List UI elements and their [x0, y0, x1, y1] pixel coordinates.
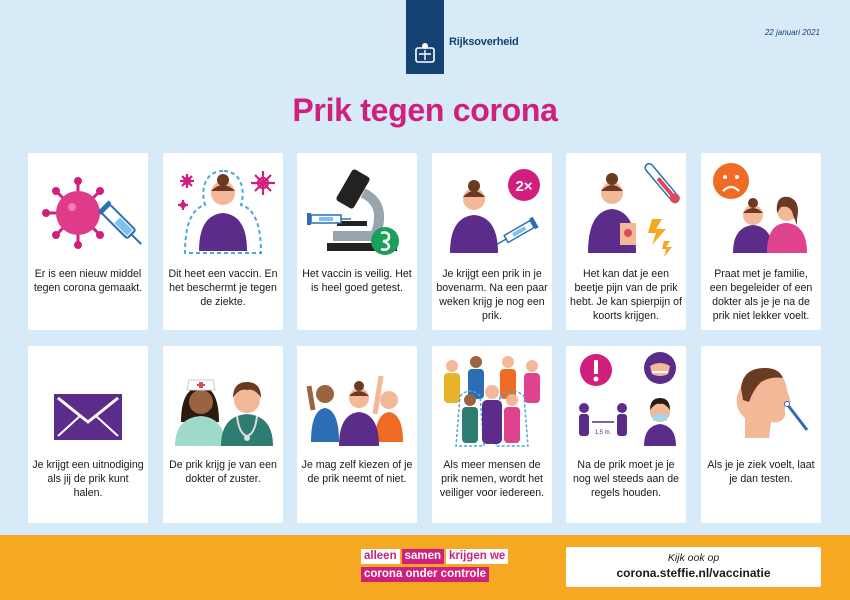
- choice-people-icon: [297, 346, 417, 456]
- invitation-envelope-icon: [28, 346, 148, 456]
- two-times-label: 2×: [515, 178, 533, 195]
- info-card: [432, 153, 552, 330]
- website-box[interactable]: [566, 547, 821, 587]
- card-text: Je krijgt een prik in je bovenarm. Na een paar weken krijg je nog een prik.: [436, 268, 548, 322]
- talk-family-icon: [701, 153, 821, 263]
- campaign-slogan: [361, 549, 508, 585]
- distance-label: 1,5 m.: [594, 430, 612, 436]
- virus-syringe-icon: [28, 153, 148, 263]
- card-text: Het kan dat je een beetje pijn van de prik hebt. Je kan spierpijn of koorts krijgen.: [570, 268, 682, 322]
- card-text: Als meer mensen de prik nemen, wordt het veiliger voor iedereen.: [439, 459, 545, 499]
- info-card: [566, 346, 686, 523]
- info-card: [163, 346, 283, 523]
- card-text: Je krijgt een uitnodiging als jij de prik kunt halen.: [32, 459, 144, 499]
- info-card: [701, 346, 821, 523]
- info-card: [566, 153, 686, 330]
- card-text: Het vaccin is veilig. Het is heel goed getest.: [302, 268, 412, 294]
- info-card: [297, 153, 417, 330]
- rijksoverheid-logo: [406, 0, 444, 74]
- slogan-line: corona onder controle: [361, 567, 489, 582]
- crowd-protected-icon: [432, 346, 552, 456]
- card-text: De prik krijg je van een dokter of zuster.: [169, 459, 277, 485]
- info-card: [28, 153, 148, 330]
- logo-text: Rijksoverheid: [449, 36, 519, 48]
- slogan-word: alleen: [361, 549, 400, 564]
- card-text: Dit heet een vaccin. En het beschermt je tegen de ziekte.: [168, 268, 278, 308]
- card-text: Als je je ziek voelt, laat je dan testen.: [707, 459, 815, 485]
- protected-person-icon: [163, 153, 283, 263]
- info-card: [297, 346, 417, 523]
- two-doses-icon: [432, 153, 552, 263]
- card-text: Je mag zelf kiezen of je de prik neemt of niet.: [301, 459, 413, 485]
- rules-icon: [566, 346, 686, 456]
- doctor-nurse-icon: [163, 346, 283, 456]
- card-text: Praat met je familie, een begeleider of een dokter als je je na de prik niet lekker voelt.: [709, 268, 813, 322]
- info-card: [701, 153, 821, 330]
- card-text: Na de prik moet je je nog wel steeds aan de regels houden.: [572, 459, 679, 499]
- test-swab-icon: [701, 346, 821, 456]
- card-text: Er is een nieuw middel tegen corona gemaakt.: [33, 268, 143, 294]
- info-card: [28, 346, 148, 523]
- see-also-label: Kijk ook op: [667, 552, 720, 564]
- website-link[interactable]: corona.steffie.nl/vaccinatie: [616, 566, 771, 580]
- slogan-word: samen: [402, 549, 444, 564]
- info-card: [163, 153, 283, 330]
- microscope-icon: [297, 153, 417, 263]
- page-title: Prik tegen corona: [292, 92, 558, 128]
- info-card: [432, 346, 552, 523]
- side-effects-icon: [566, 153, 686, 263]
- publication-date: 22 januari 2021: [764, 28, 820, 37]
- slogan-word: krijgen we: [446, 549, 508, 564]
- crest-icon: [412, 40, 438, 66]
